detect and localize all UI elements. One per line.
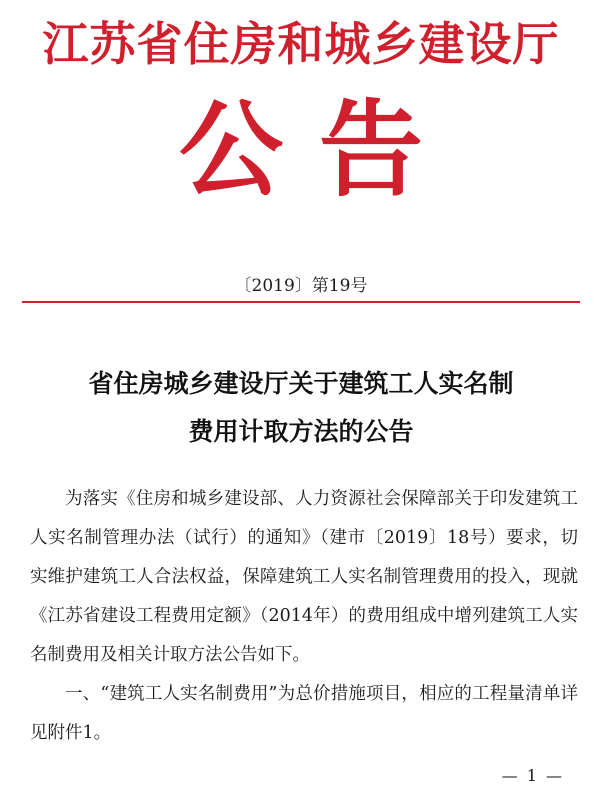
paragraph-2: 一、“建筑工人实名制费用”为总价措施项目，相应的工程量清单详见附件1。 — [30, 684, 578, 743]
title-line-2: 费用计取方法的公告 — [188, 417, 414, 446]
red-divider — [22, 301, 580, 303]
issuer-name: 江苏省住房和城乡建设厅 — [42, 17, 560, 71]
page-number: — 1 — — [501, 766, 564, 785]
body-text — [30, 480, 578, 753]
paragraph-1: 为落实《住房和城乡建设部、人力资源社会保障部关于印发建筑工人实名制管理办法（试行）的通知》（建市〔2019〕18号）要求，切实维护建筑工人合法权益，保障建筑工人实名制管理费用的投入，现就《江苏省建设工程费用定额》（2014年）的费用组成中增列建筑工人实名制费用及相关计取方法公告如下。 — [30, 489, 578, 665]
title-line-1: 省住房城乡建设厅关于建筑工人实名制 — [88, 369, 514, 398]
announcement-title — [0, 360, 602, 456]
document-number: 〔2019〕第19号 — [234, 276, 368, 296]
document-type: 公告 — [178, 89, 459, 211]
